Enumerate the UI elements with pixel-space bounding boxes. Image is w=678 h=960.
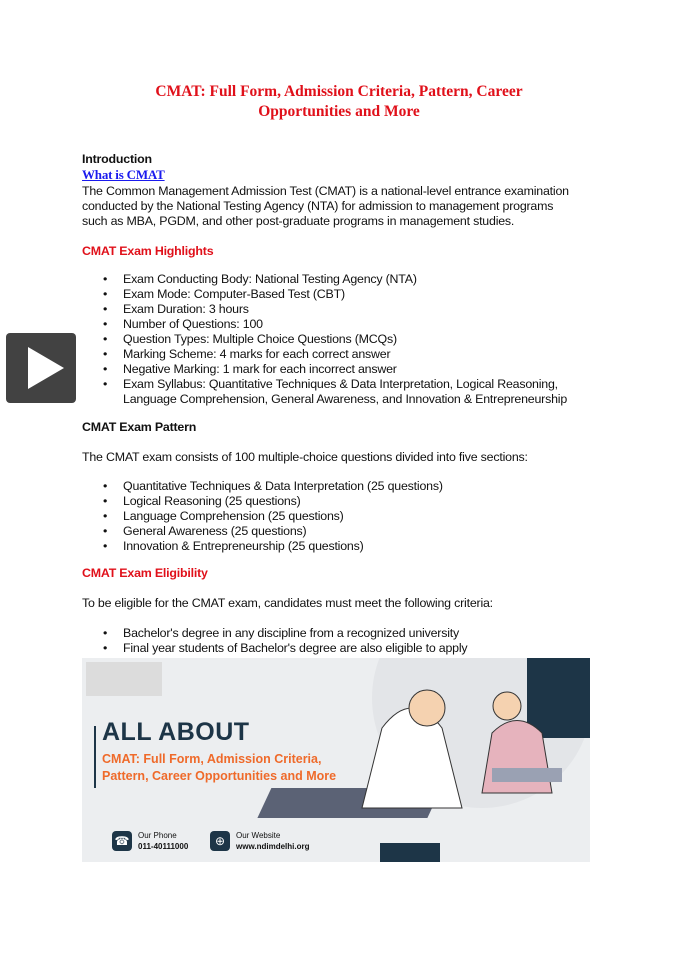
list-item: • Exam Duration: 3 hours bbox=[82, 302, 567, 317]
banner-subtitle-line: CMAT: Full Form, Admission Criteria, bbox=[102, 752, 322, 766]
phone-icon: ☎ bbox=[112, 831, 132, 851]
list-item: • Exam Mode: Computer-Based Test (CBT) bbox=[82, 287, 567, 302]
website-block bbox=[236, 830, 309, 852]
pattern-heading: CMAT Exam Pattern bbox=[82, 420, 197, 434]
play-button[interactable] bbox=[6, 333, 76, 403]
banner-image bbox=[82, 658, 590, 862]
list-item: • Quantitative Techniques & Data Interpretation (25 questions) bbox=[82, 479, 443, 494]
list-item: • Question Types: Multiple Choice Questions (MCQs) bbox=[82, 332, 567, 347]
play-icon bbox=[6, 333, 76, 403]
eligibility-list bbox=[82, 626, 467, 656]
pattern-intro: The CMAT exam consists of 100 multiple-choice questions divided into five sections: bbox=[82, 450, 528, 464]
banner-subtitle-line: Pattern, Career Opportunities and More bbox=[102, 769, 337, 783]
eligibility-intro: To be eligible for the CMAT exam, candidates must meet the following criteria: bbox=[82, 596, 493, 610]
list-item: • Logical Reasoning (25 questions) bbox=[82, 494, 443, 509]
list-item: Language Comprehension, General Awareness, and Innovation & Entrepreneurship bbox=[123, 392, 568, 406]
paragraph-line: The Common Management Admission Test (CMAT) is a national-level entrance examination bbox=[82, 184, 569, 198]
list-item: • Marking Scheme: 4 marks for each correct answer bbox=[82, 347, 567, 362]
highlights-list bbox=[82, 272, 567, 407]
phone-label: Our Phone bbox=[138, 831, 177, 840]
title-line-1: CMAT: Full Form, Admission Criteria, Pattern, Career bbox=[155, 83, 523, 100]
list-item: • Language Comprehension (25 questions) bbox=[82, 509, 443, 524]
paragraph-line: such as MBA, PGDM, and other post-graduate programs in management studies. bbox=[82, 214, 515, 228]
introduction-heading: Introduction bbox=[82, 152, 152, 166]
page-title bbox=[0, 82, 678, 122]
list-item: • General Awareness (25 questions) bbox=[82, 524, 443, 539]
ndim-logo bbox=[86, 662, 162, 696]
title-line-2: Opportunities and More bbox=[258, 103, 420, 120]
pattern-list bbox=[82, 479, 443, 554]
globe-icon: ⊕ bbox=[210, 831, 230, 851]
website-url: www.ndimdelhi.org bbox=[236, 842, 310, 851]
highlights-heading: CMAT Exam Highlights bbox=[82, 244, 214, 258]
phone-block bbox=[138, 830, 188, 852]
list-item: • Negative Marking: 1 mark for each incorrect answer bbox=[82, 362, 567, 377]
paragraph-line: conducted by the National Testing Agency (NTA) for admission to management programs bbox=[82, 199, 554, 213]
introduction-paragraph bbox=[82, 184, 569, 229]
website-label: Our Website bbox=[236, 831, 281, 840]
list-item: • Innovation & Entrepreneurship (25 questions) bbox=[82, 539, 443, 554]
list-item: • Number of Questions: 100 bbox=[82, 317, 567, 332]
banner-subtitle bbox=[102, 751, 336, 785]
list-item: • Final year students of Bachelor's degree are also eligible to apply bbox=[82, 641, 467, 656]
phone-number: 011-40111000 bbox=[138, 842, 189, 851]
banner-headline: ALL ABOUT bbox=[102, 718, 250, 746]
list-item: • Exam Conducting Body: National Testing Agency (NTA) bbox=[82, 272, 567, 287]
what-is-cmat-link[interactable]: What is CMAT bbox=[82, 167, 165, 182]
divider bbox=[94, 726, 96, 788]
list-item: • Exam Syllabus: Quantitative Techniques & Data Interpretation, Logical Reasoning, bbox=[82, 377, 567, 392]
eligibility-heading: CMAT Exam Eligibility bbox=[82, 566, 208, 580]
list-item: • Bachelor's degree in any discipline from a recognized university bbox=[82, 626, 467, 641]
